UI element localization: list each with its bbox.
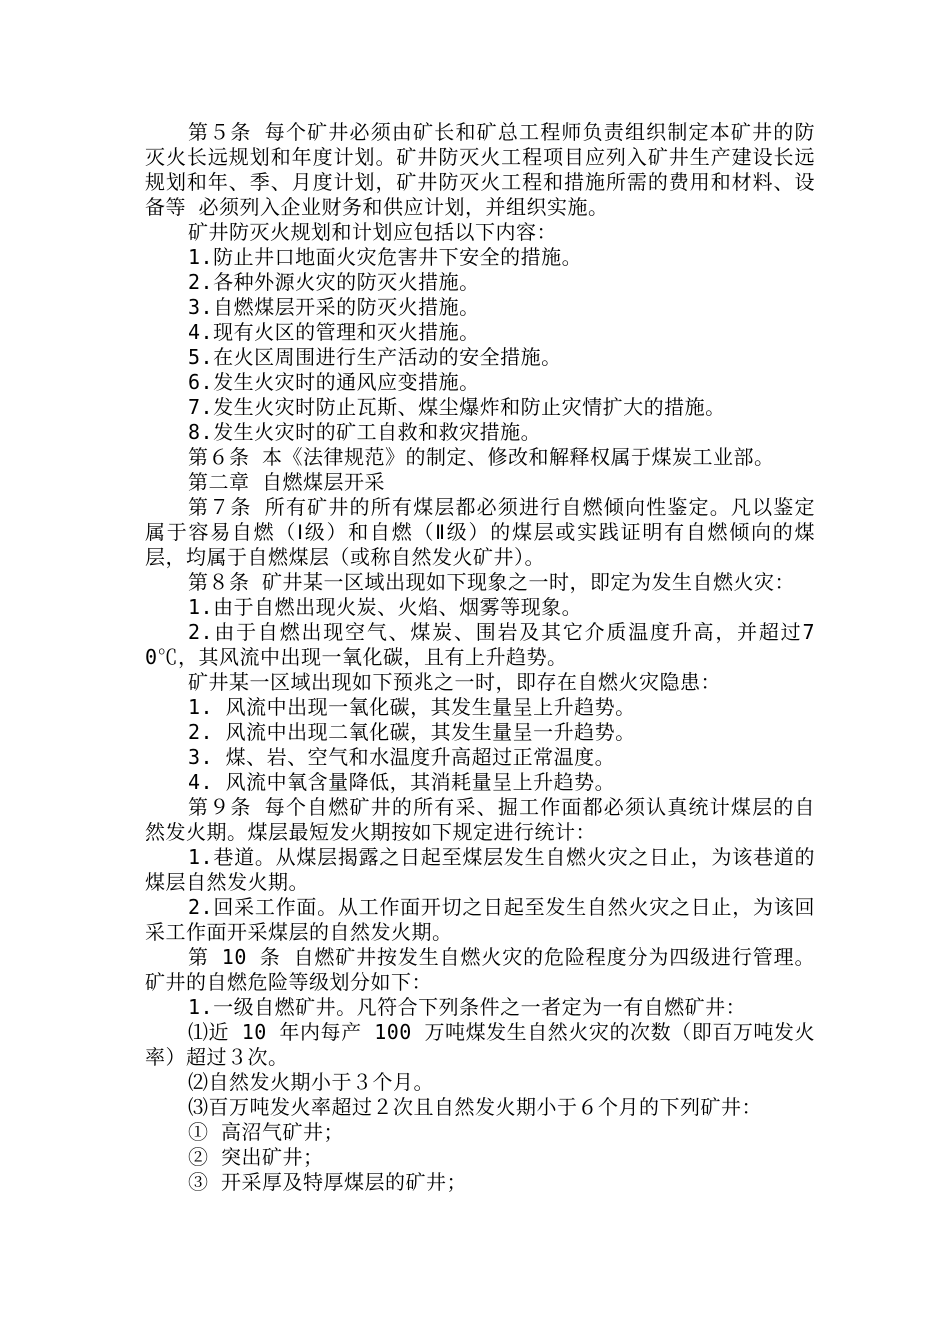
- list-item: 4.现有火区的管理和灭火措施。: [188, 320, 480, 344]
- list-item: 1. 风流中出现一氧化碳，其发生量呈上升趋势。: [188, 695, 636, 719]
- paragraph-article-6: 第６条 本《法律规范》的制定、修改和解释权属于煤炭工业部。: [188, 445, 775, 469]
- list-item: 4. 风流中氧含量降低，其消耗量呈上升趋势。: [188, 770, 616, 794]
- paragraph-article-9: 第９条 每个自燃矿井的所有采、掘工作面都必须认真统计煤层的自然发火期。煤层最短发火期按如下规定进行统计：: [145, 795, 815, 844]
- list-item: 3. 煤、岩、空气和水温度升高超过正常温度。: [188, 745, 616, 769]
- list-item: ② 突出矿井；: [188, 1145, 324, 1169]
- list-item: 2.由于自燃出现空气、煤炭、围岩及其它介质温度升高，并超过70℃，其风流中出现一氧化碳，且有上升趋势。: [145, 620, 815, 669]
- list-item: 2.各种外源火灾的防灭火措施。: [188, 270, 480, 294]
- list-item: 8.发生火灾时的矿工自救和救灾措施。: [188, 420, 542, 444]
- list-item: 1.巷道。从煤层揭露之日起至煤层发生自燃火灾之日止，为该巷道的煤层自然发火期。: [145, 845, 815, 894]
- list-item: ⑶百万吨发火率超过２次且自然发火期小于６个月的下列矿井：: [188, 1095, 762, 1119]
- paragraph-article-7: 第７条 所有矿井的所有煤层都必须进行自燃倾向性鉴定。凡以鉴定属于容易自燃（Ⅰ级）和自燃（Ⅱ级）的煤层或实践证明有自燃倾向的煤层，均属于自燃煤层（或称自然发火矿井）。: [145, 495, 815, 569]
- list-item: 3.自燃煤层开采的防灭火措施。: [188, 295, 480, 319]
- list-item: ③ 开采厚及特厚煤层的矿井；: [188, 1170, 468, 1194]
- list-item: 1.由于自燃出现火炭、火焰、烟雾等现象。: [188, 595, 583, 619]
- list-item: ① 高沼气矿井；: [188, 1120, 345, 1144]
- list-item: 1.一级自燃矿井。凡符合下列条件之一者定为一有自燃矿井：: [188, 995, 747, 1019]
- paragraph-hazard-signs: 矿井某一区域出现如下预兆之一时，即存在自燃火灾隐患：: [188, 670, 721, 694]
- paragraph-plan-contents: 矿井防灭火规划和计划应包括以下内容：: [188, 220, 557, 244]
- chapter-heading: 第二章 自燃煤层开采: [188, 470, 386, 494]
- list-item: 2.回采工作面。从工作面开切之日起至发生自然火灾之日止，为该回采工作面开采煤层的自然发火期。: [145, 895, 815, 944]
- paragraph-article-5: 第５条 每个矿井必须由矿长和矿总工程师负责组织制定本矿井的防灭火长远规划和年度计划。矿井防灭火工程项目应列入矿井生产建设长远规划和年、季、月度计划，矿井防灭火工程和措施所需的费用和材料、设备等 必须列入企业财务和供应计划，并组织实施。: [145, 120, 815, 219]
- document-body: [145, 120, 815, 1195]
- list-item: 2. 风流中出现二氧化碳，其发生量呈一升趋势。: [188, 720, 636, 744]
- list-item: 6.发生火灾时的通风应变措施。: [188, 370, 480, 394]
- list-item: 7.发生火灾时防止瓦斯、煤尘爆炸和防止灾情扩大的措施。: [188, 395, 726, 419]
- list-item: 5.在火区周围进行生产活动的安全措施。: [188, 345, 562, 369]
- list-item: ⑵自然发火期小于３个月。: [188, 1070, 434, 1094]
- list-item: ⑴近 10 年内每产 100 万吨煤发生自然火灾的次数（即百万吨发火率）超过３次。: [145, 1020, 815, 1069]
- paragraph-article-8: 第８条 矿井某一区域出现如下现象之一时，即定为发生自燃火灾：: [188, 570, 796, 594]
- list-item: 1.防止井口地面火灾危害井下安全的措施。: [188, 245, 583, 269]
- paragraph-article-10: 第 10 条 自燃矿井按发生自燃火灾的危险程度分为四级进行管理。矿井的自燃危险等级划分如下：: [145, 945, 815, 994]
